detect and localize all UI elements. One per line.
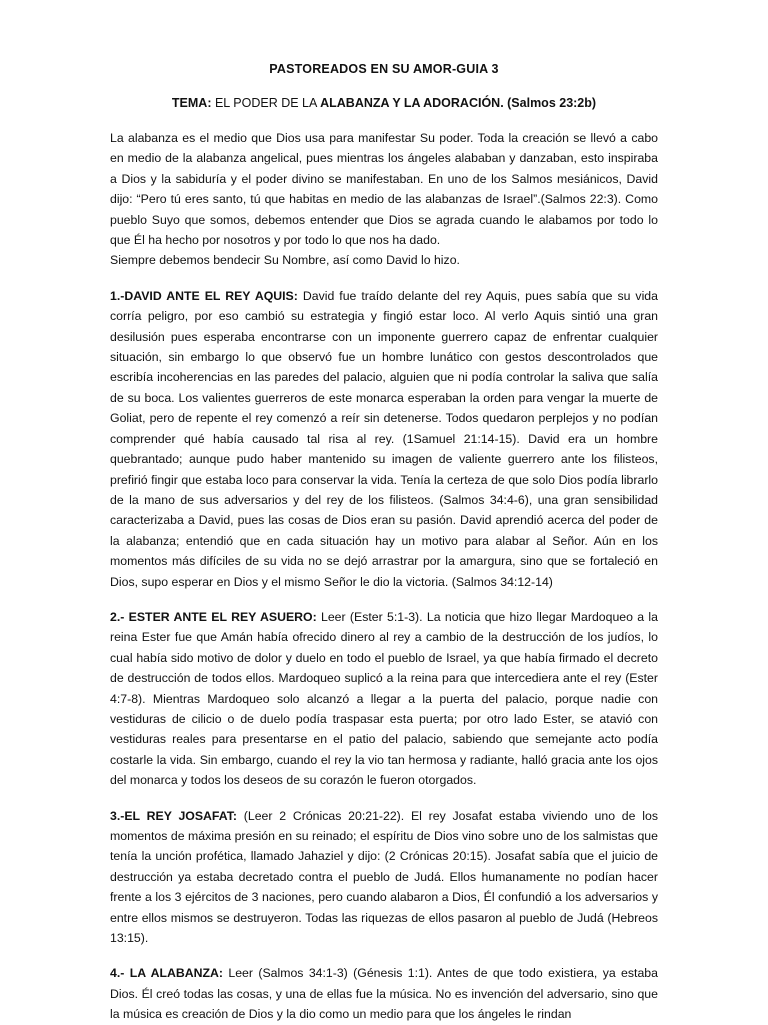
document-subtitle [110,96,658,110]
intro-closing: Siempre debemos bendecir Su Nombre, así como David lo hizo. [110,253,460,268]
intro-paragraph [110,128,658,271]
section-alabanza [110,963,658,1024]
section-david [110,286,658,592]
section-text: David fue traído delante del rey Aquis, pues sabía que su vida corría peligro, por eso cambió su estrategia y fingió estar loco. Al verlo Aquis sintió una gran desilusión pues esperaba encontrarse con un imponente guerrero capaz de enfrentar cualquier situación, sin embargo lo que observó fue un hombre lunático con gestos descontrolados que escribía incoherencias en las paredes del palacio, alguien que ni podía controlar la saliva que salía de su boca. Los valientes guerreros de este monarca esperaban la orden para vengar la muerte de Goliat, pero de repente el rey comenzó a reír sin detenerse. Todos quedaron perplejos y no podían comprender qué había causado tal risa al rey. (1Samuel 21:14-15). David era un hombre quebrantado; aunque pudo haber mantenido su imagen de valiente guerrero ante los filisteos, prefirió fingir que estaba loco para conservar la vida. Tenía la certeza de que solo Dios podía librarlo de la mano de sus adversarios y del rey de los filisteos. (Salmos 34:4-6), una gran sensibilidad caracterizaba a David, pues las cosas de Dios eran su pasión. David aprendió acerca del poder de la alabanza; entendió que en cada situación hay un motivo para alabar al Señor. Aún en los momentos más difíciles de su vida no se dejó arrastrar por la amargura, sino que se fortaleció en Dios, supo esperar en Dios y el mismo Señor le dio la victoria. (Salmos 34:12-14) [110,288,658,589]
section-heading: 4.- LA ALABANZA: [110,966,223,981]
section-heading: 1.-DAVID ANTE EL REY AQUIS: [110,288,298,303]
section-text: Leer (Salmos 34:1-3) (Génesis 1:1). Antes de que todo existiera, ya estaba Dios. Él creó todas las cosas, y una de ellas fue la música. No es invención del adversario, sino que la música es creación de Dios y la dio como un medio para que los ángeles le rindan [110,966,658,1022]
section-heading: 2.- ESTER ANTE EL REY ASUERO: [110,609,317,624]
section-text: (Leer 2 Crónicas 20:21-22). El rey Josafat estaba viviendo uno de los momentos de máxima presión en su reinado; el espíritu de Dios vino sobre uno de los salmistas que tenía la unción profética, llamado Jahaziel y dijo: (2 Crónicas 20:15). Josafat sabía que el juicio de destrucción ya estaba decretado contra el pueblo de Judá. Ellos humanamente no podían hacer frente a los 3 ejércitos de 3 naciones, pero cuando alabaron a Dios, Él confundió a los adversarios y entre ellos mismos se destruyeron. Todas las riquezas de ellos pasaron al pueblo de Judá (Hebreos 13:15). [110,808,658,946]
intro-text: La alabanza es el medio que Dios usa para manifestar Su poder. Toda la creación se llevó a cabo en medio de la alabanza angelical, pues mientras los ángeles alababan y danzaban, esto inspiraba a Dios y la sabiduría y el poder divino se manifestaban. En uno de los Salmos mesiánicos, David dijo: “Pero tú eres santo, tú que habitas en medio de las alabanzas de Israel”.(Salmos 22:3). Como pueblo Suyo que somos, debemos entender que Dios se agrada cuando le alabamos por todo lo que Él ha hecho por nosotros y por todo lo que nos ha dado. [110,131,658,248]
section-ester [110,607,658,791]
section-heading: 3.-EL REY JOSAFAT: [110,808,237,823]
section-text: Leer (Ester 5:1-3). La noticia que hizo llegar Mardoqueo a la reina Ester fue que Amán había ofrecido dinero al rey a cambio de la destrucción de los judíos, lo cual había sido motivo de dolor y duelo en todo el pueblo de Israel, ya que había firmado el decreto de destrucción de todos ellos. Mardoqueo suplicó a la reina para que intercediera ante el rey (Ester 4:7-8). Mientras Mardoqueo solo alcanzó a llegar a la puerta del palacio, porque nadie con vestiduras de cilicio o de duelo podía traspasar esta puerta; por otro lado Ester, se atavió con vestiduras reales para presentarse en el patio del palacio, sabiendo que semejante acto podía costarle la vida. Sin embargo, cuando el rey la vio tan hermosa y radiante, halló gracia ante los ojos del monarca y todos los deseos de su corazón le fueron otorgados. [110,609,659,788]
subtitle-label: TEMA: [171,96,212,110]
document-title: PASTOREADOS EN SU AMOR-GUIA 3 [269,62,499,76]
section-josafat [110,806,658,949]
subtitle-topic: ALABANZA Y LA ADORACIÓN. (Salmos 23:2b) [320,96,597,110]
subtitle-middle: EL PODER DE LA [211,96,321,110]
